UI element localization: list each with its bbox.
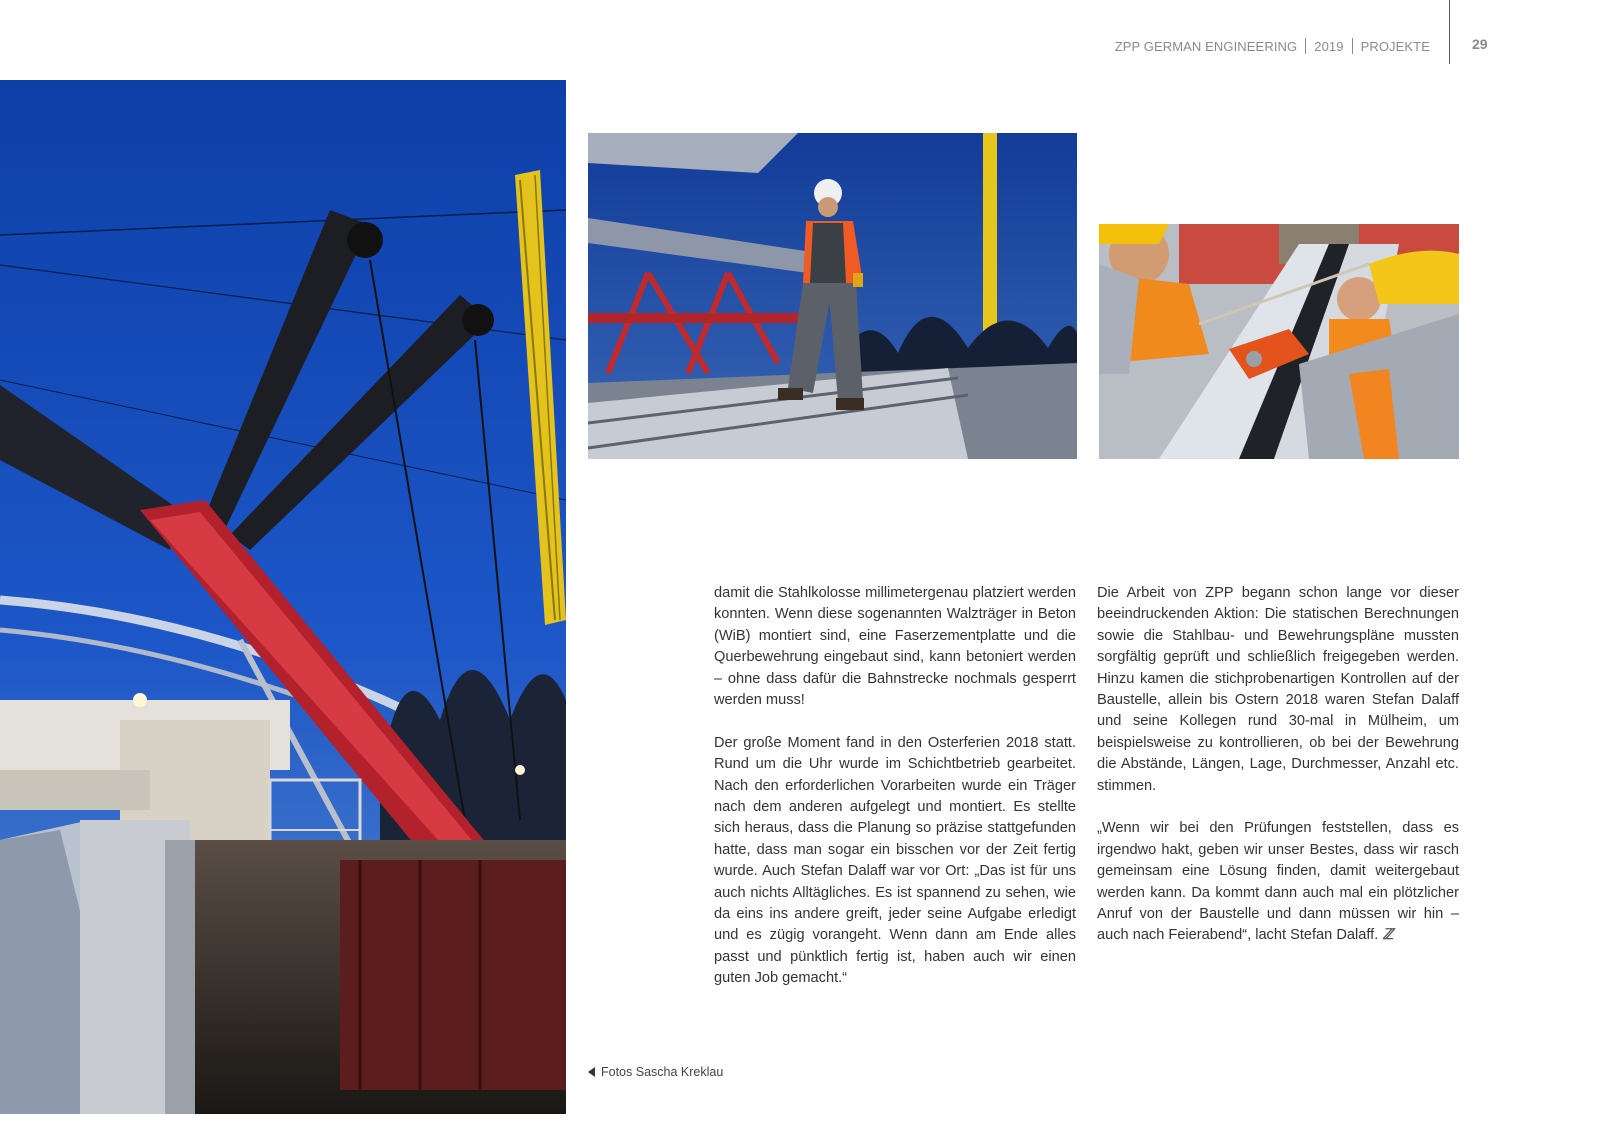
page-number: 29 — [1472, 36, 1488, 52]
worker-photo — [588, 133, 1077, 459]
page-header — [1115, 36, 1430, 56]
article-paragraph-text: „Wenn wir bei den Prüfungen feststellen, dass es irgendwo hakt, geben wir unser Bestes, dass wir rasch gemeinsam eine Lösung finden, damit weitergebaut werden kann. Da kommt dann auch mal ein plötzlicher Anruf von der Baustelle und dann müssen wir hin – auch nach Feierabend“, lacht Stefan Dalaff. — [1097, 820, 1459, 944]
article-paragraph: Die Arbeit von ZPP begann schon lange vor dieser beeindruckenden Aktion: Die statischen Berechnungen sowie die Stahlbau- und Bewehrungspläne mussten sorgfältig geprüft und schließlich freigegeben werden. Hinzu kamen die stichprobenartigen Kontrollen auf der Baustelle, allein bis Ostern 2018 waren Stefan Dalaff und seine Kollegen rund 30-mal in Mülheim, um beispielsweise zu kontrollieren, ob bei der Bewehrung die Abstände, Längen, Lage, Durchmesser, Anzahl etc. stimmen. — [1097, 585, 1459, 794]
header-divider — [1305, 38, 1306, 54]
article-right-column — [1097, 583, 1459, 968]
photo-credit-text: Fotos Sascha Kreklau — [601, 1065, 724, 1079]
article-paragraph-final — [1097, 818, 1459, 946]
article-left-column — [714, 583, 1076, 1011]
header-section: PROJEKTE — [1360, 38, 1430, 54]
article-paragraph: Der große Moment fand in den Osterferien 2018 statt. Rund um die Uhr wurde im Schichtbetrieb gearbeitet. Nach den erforderlichen Vorarbeiten wurde ein Träger nach dem anderen aufgelegt und montiert. Es stellte sich heraus, dass die Planung so präzise stattgefunden hatte, dass man sogar ein bisschen vor der Zeit fertig wurde. Auch Stefan Dalaff war vor Ort: „Das ist für uns auch nichts Alltägliches. Es ist spannend zu sehen, wie da eins ins andere greift, jeder seine Aufgabe erledigt und es zügig vorangeht. Wenn dann am Ende alles passt und pünktlich fertig ist, haben auch wir einen guten Job gemacht.“ — [714, 734, 1076, 987]
header-year: 2019 — [1314, 38, 1344, 54]
team-photo — [1099, 224, 1459, 459]
end-mark: ℤ — [1382, 927, 1394, 944]
photo-credit — [588, 1065, 723, 1079]
crane-photo — [0, 80, 566, 1114]
header-rule — [1449, 0, 1450, 64]
article-paragraph: damit die Stahlkolosse millimetergenau platziert werden konnten. Wenn diese sogenannten Walzträger in Beton (WiB) montiert sind, eine Faserzementplatte und die Querbewehrung eingebaut sind, kann betoniert werden – ohne dass dafür die Bahnstrecke nochmals gesperrt werden muss! — [714, 585, 1076, 709]
header-brand: ZPP GERMAN ENGINEERING — [1114, 38, 1298, 54]
triangle-left-icon — [588, 1067, 595, 1077]
header-divider — [1352, 38, 1353, 54]
